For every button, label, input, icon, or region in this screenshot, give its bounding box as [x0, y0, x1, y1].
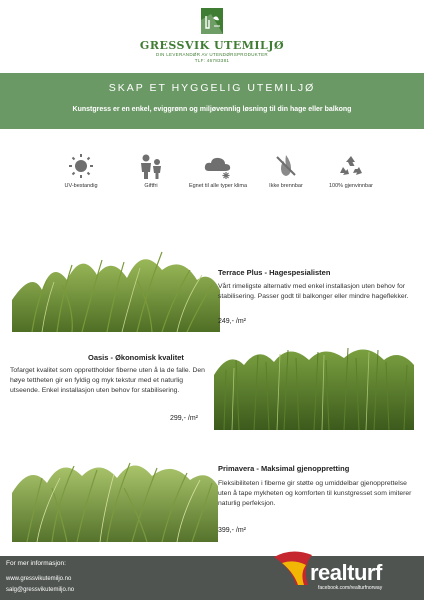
footer-email-link[interactable]: salg@gressvikutemiljo.no: [6, 587, 75, 593]
brand-name: GRESSVIK UTEMILJØ: [139, 39, 285, 52]
feature-list: [46, 153, 386, 215]
product-price-terrace: 249,- /m²: [218, 318, 247, 325]
product-price-oasis: 299,- /m²: [170, 415, 199, 422]
footer-heading: For mer informasjon:: [6, 560, 66, 567]
feature-uv: [46, 153, 116, 190]
feature-nonflammable: [251, 153, 321, 190]
feature-label: UV-bestandig: [64, 183, 98, 189]
product-desc-terrace: Vårt rimeligste alternativ med enkel installasjon uten behov for stabilisering. Passer godt til balkonger eller mindre hageflekker.: [218, 283, 409, 300]
banner-subtitle: Kunstgress er en enkel, eviggrønn og miljøvennlig løsning til din hage eller balkong: [72, 106, 352, 113]
product-name-primavera: Primavera - Maksimal gjenoppretting: [218, 464, 350, 473]
facebook-link[interactable]: facebook.com/realturfnorway: [318, 585, 383, 591]
grass-image-primavera: [12, 448, 218, 542]
feature-label: Ikke brennbar: [269, 183, 303, 189]
weather-icon: [203, 153, 233, 179]
family-icon: [137, 153, 165, 179]
feature-label: 100% gjenvinnbar: [328, 183, 374, 189]
grass-image-oasis: [214, 340, 414, 430]
grass-image-terrace: [12, 240, 220, 332]
brand-tagline: DIN LEVERANDØR AV UTENDØRSPRODUKTER: [156, 52, 268, 57]
hero-banner: [0, 73, 424, 129]
recycle-icon: [338, 153, 364, 179]
feature-label: Egnet til alle typer klima: [188, 183, 248, 189]
sun-icon: [68, 153, 94, 179]
gressvik-logo-icon: [197, 6, 227, 36]
feature-label: Giftfri: [144, 183, 158, 189]
product-desc-primavera: Fleksibiliteten i fiberne gir støtte og umiddelbar gjenopprettelse uten å tape mykheten og komforten til kunstgresset som imiterer naturlig perfeksjon.: [218, 480, 412, 507]
no-fire-icon: [273, 153, 299, 179]
feature-recyclable: [316, 153, 386, 190]
product-name-terrace: Terrace Plus - Hagespesialisten: [218, 268, 331, 277]
footer-website-link[interactable]: www.gressvikutemiljo.no: [6, 576, 72, 582]
product-price-primavera: 399,- /m²: [218, 527, 247, 534]
realturf-wordmark: realturf: [310, 560, 382, 585]
product-name-oasis: Oasis - Økonomisk kvalitet: [88, 353, 184, 362]
header-logo: [0, 0, 424, 72]
product-desc-oasis: Tofarget kvalitet som opprettholder fiberne uten å la de falle. Den høye tettheten gir en fyldig og myk tekstur med et naturlig utseende. Enkel installasjon uten behov for stabilisering.: [10, 367, 205, 394]
feature-climate: [183, 153, 253, 190]
brand-phone: TLF: 46783381: [194, 58, 230, 63]
banner-title: SKAP ET HYGGELIG UTEMILJØ: [108, 82, 316, 94]
feature-nontoxic: [116, 153, 186, 190]
